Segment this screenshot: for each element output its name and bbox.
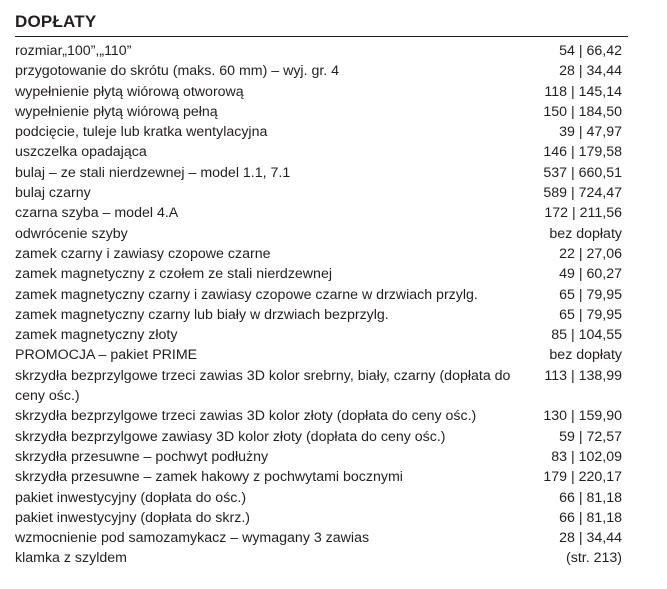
list-item (15, 61, 622, 81)
item-price: 28 | 34,44 (559, 63, 622, 80)
list-item (15, 528, 622, 548)
surcharge-list (15, 41, 622, 569)
list-item (15, 142, 622, 162)
item-price: 172 | 211,56 (544, 205, 622, 222)
item-label: skrzydła bezprzylgowe trzeci zawias 3D kolor złoty (dopłata do ceny ośc.) (15, 408, 477, 425)
item-label: PROMOCJA – pakiet PRIME (15, 347, 198, 364)
item-price: 49 | 60,27 (559, 266, 622, 283)
list-item (15, 224, 622, 244)
list-item (15, 122, 622, 142)
item-label: uszczelka opadająca (15, 144, 147, 161)
item-price: 85 | 104,55 (551, 327, 622, 344)
item-label: czarna szyba – model 4.A (15, 205, 179, 222)
list-item (15, 447, 622, 467)
item-price: 150 | 184,50 (543, 103, 622, 120)
item-label: bulaj czarny (15, 185, 91, 202)
item-label: skrzydła bezprzylgowe zawiasy 3D kolor złoty (dopłata do ceny ośc.) (15, 428, 446, 445)
item-price: 22 | 27,06 (559, 245, 622, 262)
item-label: zamek magnetyczny złoty (15, 327, 178, 344)
title-divider (15, 36, 628, 37)
list-item (15, 427, 622, 447)
item-price: 65 | 79,95 (559, 306, 622, 323)
item-price: 39 | 47,97 (559, 124, 622, 141)
list-item (15, 264, 622, 284)
item-label: zamek czarny i zawiasy czopowe czarne (15, 245, 271, 262)
list-item (15, 183, 622, 203)
list-item (15, 508, 622, 528)
item-label: pakiet inwestycyjny (dopłata do ośc.) (15, 489, 247, 506)
list-item (15, 285, 622, 305)
item-label: przygotowanie do skrótu (maks. 60 mm) – wyj. gr. 4 (15, 63, 340, 80)
item-price: bez dopłaty (549, 347, 622, 364)
list-item (15, 244, 622, 264)
item-label: zamek magnetyczny czarny i zawiasy czopowe czarne w drzwiach przylg. (15, 286, 478, 303)
item-label: skrzydła bezprzylgowe trzeci zawias 3D kolor srebrny, biały, czarny (dopłata do ceny ośc.) (15, 367, 511, 405)
item-price: 59 | 72,57 (559, 428, 622, 445)
list-item (15, 467, 622, 487)
item-price: 83 | 102,09 (551, 448, 622, 465)
list-item (15, 406, 622, 426)
item-price: 130 | 159,90 (543, 408, 622, 425)
list-item (15, 163, 622, 183)
list-item (15, 305, 622, 325)
item-label: odwrócenie szyby (15, 225, 128, 242)
item-price: 113 | 138,99 (544, 367, 622, 384)
item-price: 28 | 34,44 (559, 530, 622, 547)
item-label: zamek magnetyczny czarny lub biały w drzwiach bezprzylg. (15, 306, 389, 323)
list-item (15, 366, 622, 407)
item-label: wzmocnienie pod samozamykacz – wymagany 3 zawias (15, 530, 370, 547)
item-label: pakiet inwestycyjny (dopłata do skrz.) (15, 509, 250, 526)
item-price: 66 | 81,18 (559, 489, 622, 506)
item-price: 179 | 220,17 (543, 469, 622, 486)
list-item (15, 488, 622, 508)
item-label: bulaj – ze stali nierdzewnej – model 1.1, 7.1 (15, 164, 291, 181)
item-label: podcięcie, tuleje lub kratka wentylacyjna (15, 124, 268, 141)
item-price: 54 | 66,42 (559, 43, 622, 59)
item-price: (str. 213) (566, 550, 622, 567)
item-price: 65 | 79,95 (559, 286, 622, 303)
item-price: bez dopłaty (549, 225, 622, 242)
list-item (15, 41, 622, 61)
list-item (15, 82, 622, 102)
list-item (15, 548, 622, 568)
item-label: zamek magnetyczny z czołem ze stali nierdzewnej (15, 266, 332, 283)
item-label: wypełnienie płytą wiórową otworową (15, 83, 244, 100)
item-price: 146 | 179,58 (543, 144, 622, 161)
item-price: 537 | 660,51 (543, 164, 622, 181)
item-label: skrzydła przesuwne – zamek hakowy z pochwytami bocznymi (15, 469, 403, 486)
section-title: DOPŁATY (15, 12, 97, 31)
item-label: rozmiar„100”,„110” (15, 43, 132, 59)
list-item (15, 102, 622, 122)
item-label: klamka z szyldem (15, 550, 127, 567)
item-price: 118 | 145,14 (544, 83, 622, 100)
list-item (15, 325, 622, 345)
item-label: skrzydła przesuwne – pochwyt podłużny (15, 448, 269, 465)
list-item (15, 345, 622, 365)
item-price: 66 | 81,18 (559, 509, 622, 526)
list-item (15, 203, 622, 223)
item-label: wypełnienie płytą wiórową pełną (15, 103, 218, 120)
item-price: 589 | 724,47 (543, 185, 622, 202)
